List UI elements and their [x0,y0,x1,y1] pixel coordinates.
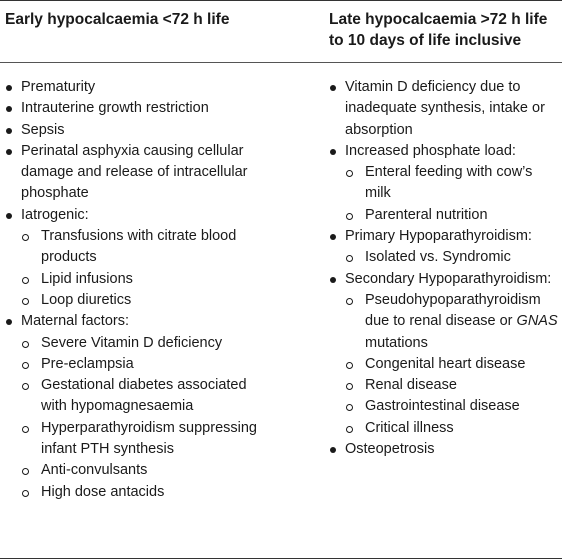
list-item [5,311,275,503]
circle-bullet-icon [346,213,353,220]
sub-list-item-label: Lipid infusions [41,270,133,287]
list-item [329,77,561,141]
sub-list-item-label: Isolated vs. Syndromic [365,249,511,266]
sub-list-item-label: High dose antacids [41,483,165,500]
bullet-icon [330,85,336,91]
sub-list-item-label: Gestational diabetes associated with hypomagnesaemia [41,377,247,415]
sub-list-item [345,162,561,205]
circle-bullet-icon [346,404,353,411]
sub-list-item-label: Critical illness [365,419,454,436]
sub-list-item-label: Enteral feeding with cow’s milk [365,164,533,202]
circle-bullet-icon [22,383,29,390]
list-item-label: Iatrogenic: [21,206,89,223]
sub-list-item-suffix: mutations [365,334,428,351]
list-item [329,269,561,439]
bullet-icon [330,277,336,283]
list-item-label: Osteopetrosis [345,441,435,458]
gene-name: GNAS [516,313,558,330]
bullet-icon [6,128,12,134]
list-item [5,141,275,205]
list-item [329,226,561,269]
sub-list-item [21,460,275,481]
header-early-hypocalcaemia: Early hypocalcaemia <72 h life [5,11,230,28]
sub-list-item-label: Severe Vitamin D deficiency [41,334,223,351]
sub-list-item-label: Loop diuretics [41,291,132,308]
bullet-icon [6,85,12,91]
circle-bullet-icon [22,362,29,369]
sub-list-item [21,375,275,418]
sub-list-item-label: Hyperparathyroidism suppressing infant PTH synthesis [41,419,257,458]
sub-list-item [345,396,561,417]
sub-list-item [21,354,275,375]
early-causes-column [0,77,300,503]
bullet-icon [6,149,12,155]
circle-bullet-icon [346,362,353,369]
sub-list-item-label: Pre-eclampsia [41,355,134,372]
circle-bullet-icon [22,426,29,433]
list-item-label: Maternal factors: [21,313,129,330]
bullet-icon [330,234,336,240]
sub-list-item [345,375,561,396]
sub-list [345,247,561,268]
sub-list-item [345,354,561,375]
sub-list [345,162,561,226]
list-item [5,120,275,141]
sub-list-item-label: Parenteral nutrition [365,206,488,223]
bullet-icon [330,447,336,453]
sub-list [21,333,275,503]
list-item-label: Prematurity [21,79,96,95]
sub-list [21,226,275,311]
sub-list-item [345,247,561,268]
early-causes-list [5,77,300,503]
sub-list-item-label: Transfusions with citrate blood products [41,228,237,266]
table-header [0,1,562,63]
list-item-label: Sepsis [21,121,65,138]
circle-bullet-icon [346,170,353,177]
bullet-icon [6,213,12,219]
list-item-label: Perinatal asphyxia causing cellular damage and release of intracellular phosphate [21,142,248,202]
late-causes-column [300,77,562,503]
late-causes-list [329,77,562,460]
list-item [5,98,275,119]
sub-list-item [345,205,561,226]
list-item-label: Intrauterine growth restriction [21,100,209,117]
circle-bullet-icon [346,298,353,305]
circle-bullet-icon [22,468,29,475]
bullet-icon [6,319,12,325]
sub-list [345,290,561,439]
sub-list-item-label: Pseudohypoparathyroidism due to renal disease or [365,291,541,330]
sub-list-item-label: Congenital heart disease [365,355,526,372]
header-late-hypocalcaemia: Late hypocalcaemia >72 h life to 10 days of life inclusive [329,11,548,49]
list-item [329,141,561,226]
circle-bullet-icon [22,234,29,241]
sub-list-item [345,290,561,354]
list-item [5,77,275,98]
circle-bullet-icon [22,298,29,305]
sub-list-item [21,269,275,290]
list-item-label: Increased phosphate load: [345,142,516,159]
bullet-icon [6,106,12,112]
bullet-icon [330,149,336,155]
sub-list-item-label: Gastrointestinal disease [365,398,520,415]
circle-bullet-icon [22,341,29,348]
sub-list-item [21,418,275,461]
sub-list-item [21,482,275,503]
sub-list-item-label: Anti-convulsants [41,462,148,479]
list-item [5,205,275,311]
list-item-label: Primary Hypoparathyroidism: [345,228,532,245]
sub-list-item-label: Renal disease [365,377,457,394]
table-body [0,63,562,503]
circle-bullet-icon [22,277,29,284]
sub-list-item [21,290,275,311]
circle-bullet-icon [346,255,353,262]
sub-list-item [21,333,275,354]
list-item-label: Vitamin D deficiency due to inadequate synthesis, intake or absorption [345,79,545,138]
circle-bullet-icon [22,490,29,497]
sub-list-item [345,418,561,439]
sub-list-item [21,226,275,269]
list-item [329,439,561,460]
list-item-label: Secondary Hypoparathyroidism: [345,270,552,287]
circle-bullet-icon [346,426,353,433]
circle-bullet-icon [346,383,353,390]
